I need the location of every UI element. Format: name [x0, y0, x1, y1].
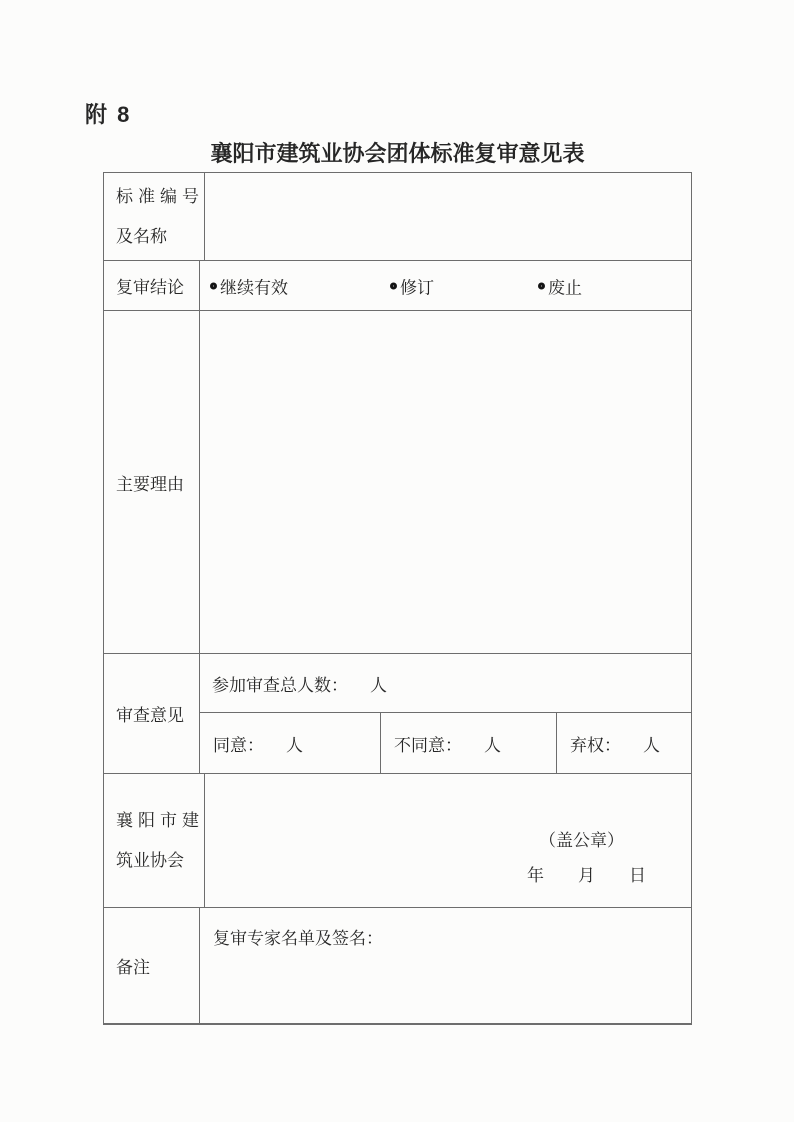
standard-name-label-line2: 及名称 — [116, 226, 167, 246]
remarks-content-cell — [200, 908, 691, 1023]
option-continue-valid-label: 继续有效 — [220, 278, 288, 297]
vote-agree-unit: 人 — [286, 735, 303, 755]
table-row-association — [104, 774, 691, 908]
association-label — [104, 774, 205, 907]
seal-and-date-block — [527, 823, 646, 893]
review-opinion-form-table — [103, 172, 692, 1025]
standard-name-value-cell — [205, 173, 691, 260]
association-label-line1: 襄阳市建 — [116, 810, 204, 830]
radio-icon — [210, 282, 217, 289]
table-row-review-opinion — [104, 654, 691, 774]
standard-name-label-line1: 标准编号 — [116, 186, 204, 206]
option-revise — [390, 273, 434, 298]
radio-icon — [538, 282, 545, 289]
table-row-standard-name — [104, 173, 691, 261]
table-row-remarks — [104, 908, 691, 1023]
main-reasons-value-cell — [200, 311, 691, 653]
option-continue-valid — [210, 273, 288, 298]
total-participants-row — [200, 654, 691, 713]
review-opinion-label: 审查意见 — [104, 654, 200, 773]
vote-abstain-unit: 人 — [643, 735, 660, 755]
option-revise-label: 修订 — [400, 278, 434, 297]
vote-abstain-label: 弃权： — [570, 735, 621, 755]
conclusion-label: 复审结论 — [104, 261, 200, 310]
attachment-number: 附 8 — [85, 102, 132, 127]
total-participants-unit: 人 — [370, 675, 387, 695]
vote-counts-row — [200, 713, 691, 773]
remarks-content-text: 复审专家名单及签名： — [213, 929, 383, 948]
standard-name-label — [104, 173, 205, 260]
main-reasons-label: 主要理由 — [104, 311, 200, 653]
association-signoff-cell — [205, 774, 691, 907]
radio-icon — [390, 282, 397, 289]
table-row-conclusion — [104, 261, 691, 311]
document-title: 襄阳市建筑业协会团体标准复审意见表 — [210, 141, 585, 166]
remarks-label: 备注 — [104, 908, 200, 1023]
vote-disagree-unit: 人 — [484, 735, 501, 755]
vote-disagree-label: 不同意： — [394, 735, 462, 755]
association-label-line2: 筑业协会 — [116, 850, 184, 870]
vote-agree-cell — [200, 713, 381, 773]
date-line: 年 月 日 — [527, 866, 646, 885]
review-opinion-cell — [200, 654, 691, 773]
option-abolish-label: 废止 — [548, 278, 582, 297]
table-row-main-reasons — [104, 311, 691, 654]
vote-disagree-cell — [381, 713, 557, 773]
seal-note: （盖公章） — [539, 831, 624, 850]
option-abolish — [538, 273, 582, 298]
review-grid — [200, 654, 691, 773]
vote-abstain-cell — [557, 713, 691, 773]
conclusion-options-cell — [200, 261, 691, 310]
total-participants-label: 参加审查总人数： — [212, 675, 348, 695]
vote-agree-label: 同意： — [213, 735, 264, 755]
